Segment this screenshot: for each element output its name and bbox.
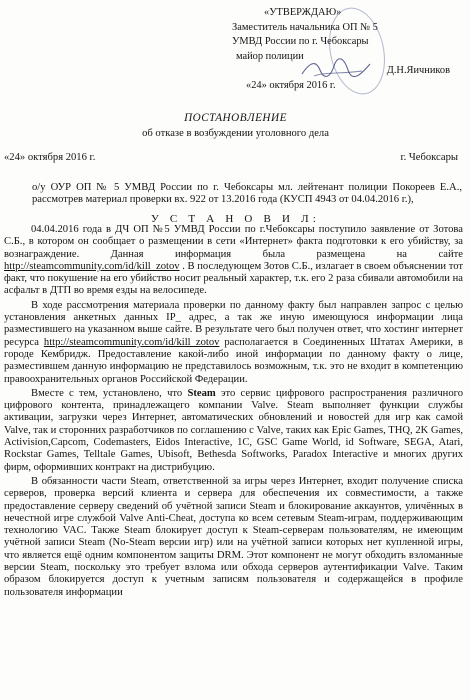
paragraph-1-text-a: 04.04.2016 года в ДЧ ОП №5 УМВД России по г.Чебоксары поступило заявление от Зотова С.Б., в котором он сообщает о размещении в сети «Интернет» факта подготовки к его убийству, за вознаграждение. Данная информация была размещена на сайте [4, 224, 463, 260]
document-date: «24» октября 2016 г. [4, 152, 96, 163]
paragraph-1-text-b: . В последующем Зотов С.Б., излагает в своем объяснении тот факт, что покушение на его убийство носит реальный характер, т.к. его 2 раза сбивали автомобили на асфальт в ДТП во время езды на велосипеде. [4, 260, 463, 297]
steam-term: Steam [187, 387, 216, 399]
intro-paragraph: о/у ОУР ОП № 5 УМВД России по г. Чебоксары мл. лейтенант полиции Покореев Е.А., рассмотрев материал проверки вх. 922 от 13.2016 года (КУСП 4943 от 04.04.2016 г.), [32, 182, 462, 206]
steam-link-2[interactable]: http://steamcommunity.com/id/kill_zotov [43, 336, 220, 348]
section-heading: У С Т А Н О В И Л: [150, 213, 321, 225]
document-subtitle: об отказе в возбуждении уголовного дела [142, 128, 329, 139]
steam-link-1[interactable]: http://steamcommunity.com/id/kill_zotov [4, 260, 180, 272]
paragraph-2-text-b: располагается в Соединенных Штатах Америки, в городе Кембридж. Предоставление какой-либо иной информации по данному факту о лице, разместившем данную информацию не представилось возможным, т.к. это не входит в компетенцию правоохранительных органов Российской Федерации. [4, 336, 463, 385]
approval-role: Заместитель начальника ОП № 5 [232, 21, 378, 33]
document-title: ПОСТАНОВЛЕНИЕ [184, 112, 287, 124]
approval-org: УМВД России по г. Чебоксары [232, 36, 369, 47]
paragraph-3-text-a: Вместе с тем, установлено, что [31, 387, 188, 399]
approval-title: «УТВЕРЖДАЮ» [264, 7, 342, 18]
paragraph-3-text-b: это сервис цифрового распространения различного цифрового контента, принадлежащего компании Valve. Steam выполняет функции службы активации, загрузки через Интернет, автоматических обновлений и новостей для игр как самой Valve, так и сторонних разработчиков по соглашению с Valve, таких как Epic Games, THQ, 2K Games, Activision,Capcom, Codemasters, Eidos Interactive, 1С, GSC Game World, id Software, SEGA, Atari, Rockstar Games, Telltale Games, Ubisoft, Bethesda Softworks, Paradox Interactive и многих других фирм, оформивших контракт на дистрибуцию. [4, 387, 464, 473]
approval-date: «24» октября 2016 г. [246, 79, 336, 91]
approval-name: Д.Н.Яичников [386, 65, 450, 76]
paragraph-1 [4, 224, 463, 298]
paragraph-2 [4, 300, 463, 386]
approval-block [232, 6, 462, 93]
paragraph-4: В обязанности части Steam, ответственной за игры через Интернет, входит получение списка серверов, проверка версий клиента и сервера для обеспечения их совместимости, а также предоставление серверу сведений об учётной записи Steam и блокирование аккаунтов, уличённых в нечестной игре службой Valve Anti-Cheat, доступа ко всем сетевым Steam-играм, поддерживающим технологию VAC. Также Steam блокирует доступ к Steam-серверам пользователям, не имеющим учётной записи Steam (No-Steam версии игр) или на учётной записи которых нет купленной игры, что является ещё одним компонентом защиты DRM. Этот компонент не могут обходить взломанные версии Steam, поскольку это требует взлома или обхода серверов аутентификации Valve. Таким образом блокируется доступ к учетным записям пользователя и содержащейся в профиле пользователя информации [4, 475, 463, 598]
paragraph-3 [4, 388, 463, 474]
approval-rank: майор полиции [236, 50, 304, 62]
document-body [4, 224, 463, 599]
document-city: г. Чебоксары [400, 152, 458, 163]
paragraph-2-text-a: В ходе рассмотрения материала проверки по данному факту был направлен запрос с целью установления анкетных данных IP_ адрес, а так же иную имеющуюся информации лица разместившего на указанном выше сайте. В результате чего был получен ответ, что хостинг интернет ресурса [4, 299, 463, 348]
